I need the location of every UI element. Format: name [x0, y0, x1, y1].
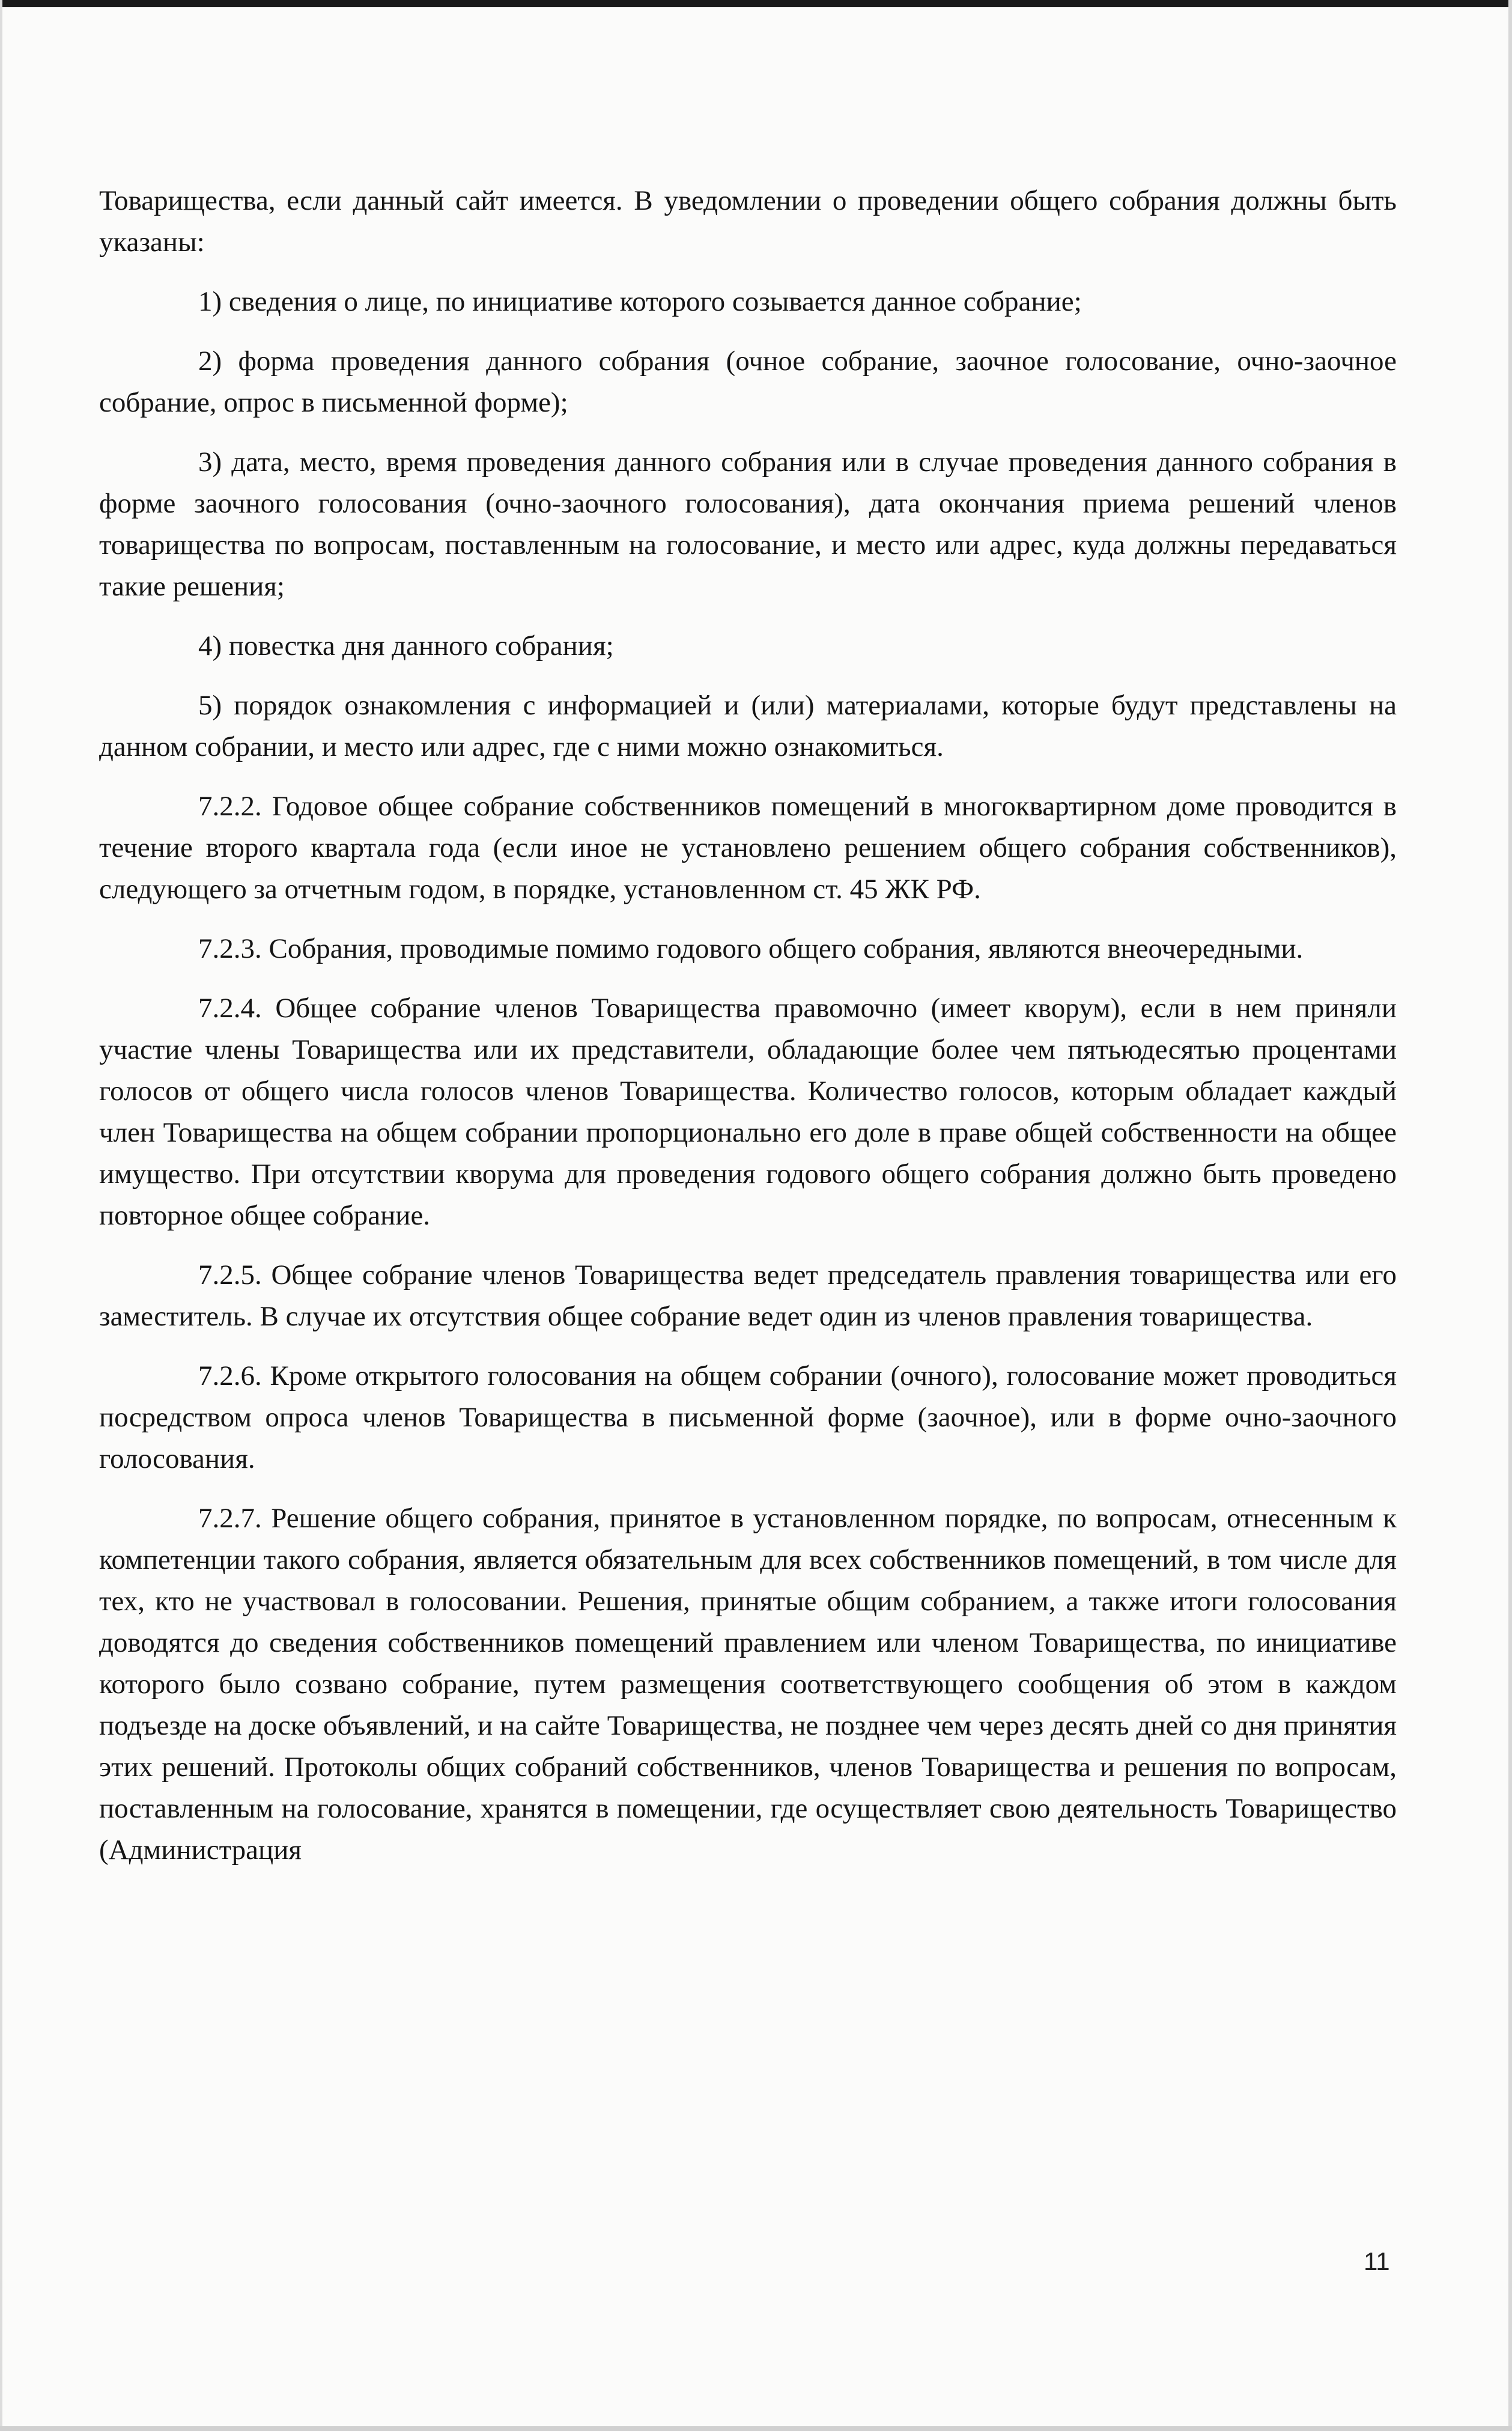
paragraph-item-2: 2) форма проведения данного собрания (очное собрание, заочное голосование, очно-заочное собрание, опрос в письменной форме); [99, 345, 1397, 418]
scan-left-edge [0, 0, 2, 2431]
paragraph-7-2-3: 7.2.3. Собрания, проводимые помимо годового общего собрания, являются внеочередными. [198, 933, 1304, 964]
paragraph-7-2-4: 7.2.4. Общее собрание членов Товарищества правомочно (имеет кворум), если в нем приняли участие члены Товарищества или их представители, обладающие более чем пятьюдесятью процентами голосов от общего числа голосов членов Товарищества. Количество голосов, которым обладает каждый член Товарищества на общем собрании пропорционально его доле в праве общей собственности на общее имущество. При отсутствии кворума для проведения годового общего собрания должно быть проведено повторное общее собрание. [99, 993, 1397, 1231]
page-number: 11 [1364, 2247, 1390, 2275]
paragraph-7-2-7: 7.2.7. Решение общего собрания, принятое в установленном порядке, по вопросам, отнесенным к компетенции такого собрания, является обязательным для всех собственников помещений, в том числе для тех, кто не участвовал в голосовании. Решения, принятые общим собранием, а также итоги голосования доводятся до сведения собственников помещений правлением или членом Товарищества, по инициативе которого было созвано собрание, путем размещения соответствующего сообщения об этом в каждом подъезде на доске объявлений, и на сайте Товарищества, не позднее чем через десять дней со дня принятия этих решений. Протоколы общих собраний собственников, членов Товарищества и решения по вопросам, поставленным на голосование, хранятся в помещении, где осуществляет свою деятельность Товарищество (Администрация [99, 1503, 1397, 1866]
paragraph-item-1: 1) сведения о лице, по инициативе которого созывается данное собрание; [198, 286, 1082, 317]
paragraph-7-2-6: 7.2.6. Кроме открытого голосования на общем собрании (очного), голосование может проводиться посредством опроса членов Товарищества в письменной форме (заочное), или в форме очно-заочного голосования. [99, 1360, 1397, 1474]
paragraph-7-2-5: 7.2.5. Общее собрание членов Товарищества ведет председатель правления товарищества или его заместитель. В случае их отсутствия общее собрание ведет один из членов правления товарищества. [99, 1259, 1397, 1332]
scan-top-edge [0, 0, 1512, 7]
document-body [99, 180, 1397, 1871]
paragraph-intro: Товарищества, если данный сайт имеется. В уведомлении о проведении общего собрания должны быть указаны: [99, 185, 1397, 258]
paragraph-item-3: 3) дата, место, время проведения данного собрания или в случае проведения данного собрания в форме заочного голосования (очно-заочного голосования), дата окончания приема решений членов товарищества по вопросам, поставленным на голосование, и место или адрес, куда должны передаваться такие решения; [99, 446, 1397, 602]
scan-bottom-edge [0, 2426, 1512, 2431]
paragraph-item-5: 5) порядок ознакомления с информацией и (или) материалами, которые будут представлены на данном собрании, и место или адрес, где с ними можно ознакомиться. [99, 690, 1397, 762]
paragraph-7-2-2: 7.2.2. Годовое общее собрание собственников помещений в многоквартирном доме проводится в течение второго квартала года (если иное не установлено решением общего собрания собственников), следующего за отчетным годом, в порядке, установленном ст. 45 ЖК РФ. [99, 791, 1397, 905]
paragraph-item-4: 4) повестка дня данного собрания; [198, 630, 614, 662]
scan-right-edge [1508, 0, 1512, 2431]
